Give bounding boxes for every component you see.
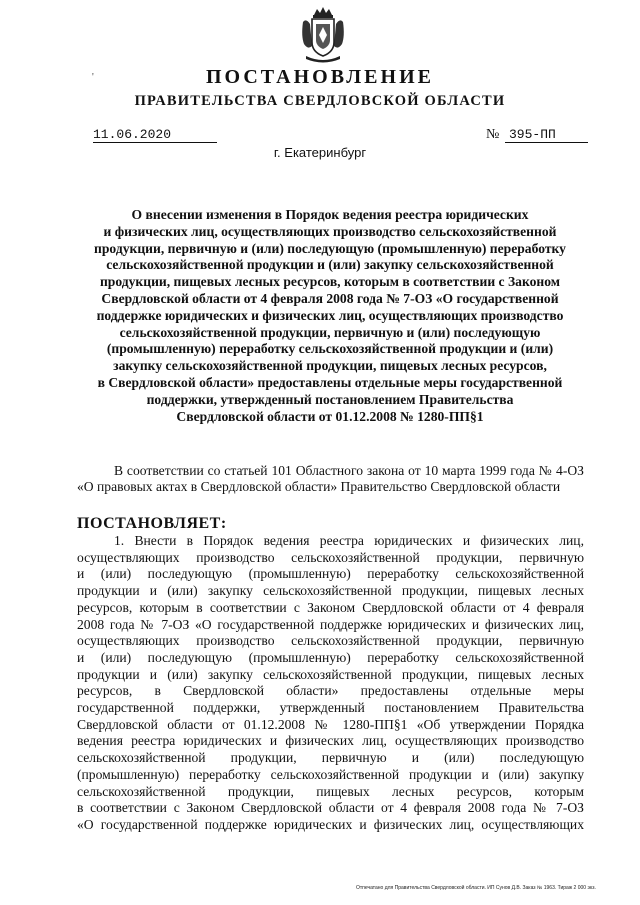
paragraph-line: сельскохозяйственной продукции, первичную и (или) последующую [77, 750, 584, 766]
heading-line: продукции, пищевых лесных ресурсов, которым в соответствии с Законом [99, 274, 561, 290]
paragraph-line: ресурсов, которым в соответствии с Законом Свердловской области от 4 февраля [77, 599, 584, 615]
paragraph-line: осуществляющих производство сельскохозяйственной продукции, первичную [77, 549, 584, 565]
number-label: № [486, 127, 500, 142]
paragraph-line: (промышленную) переработку сельскохозяйственной продукции и (или) закупку [77, 766, 584, 782]
heading-line: (промышленную) переработку сельскохозяйственной продукции и (или) [106, 341, 554, 357]
preamble [77, 463, 584, 496]
heading-line: закупку сельскохозяйственной продукции, пищевых лесных ресурсов, [113, 358, 547, 374]
heading-line: О внесении изменения в Порядок ведения реестра юридических [131, 207, 529, 222]
paragraph-line: государственной поддержки, утвержденный постановлением Правительства [77, 700, 584, 716]
paragraph-line: осуществляющих производство сельскохозяйственной продукции, первичную [77, 633, 584, 649]
heading-line: в Свердловской области» предоставлены отдельные меры государственной [97, 374, 563, 390]
heading-line: и физических лиц, осуществляющих производство сельскохозяйственной [103, 223, 557, 239]
heading-line: поддержки, утвержденный постановлением Правительства [146, 391, 514, 407]
document-number: 395-ПП [505, 127, 588, 143]
stray-mark: ' [92, 72, 94, 83]
heading-line: продукции, первичную и (или) последующую (промышленную) переработку [94, 240, 566, 256]
heading-line: сельскохозяйственной продукции и (или) закупку сельскохозяйственной [106, 257, 554, 273]
heading-line: Свердловской области от 01.12.2008 № 1280-ПП§1 [176, 408, 484, 424]
resolution-heading [70, 207, 590, 425]
preamble-paragraph: В соответствии со статьей 101 Областного закона от 10 марта 1999 года № 4-ОЗ «О правовых актах в Свердловской области» Правительство Свердловской области [77, 463, 584, 495]
print-footer: Отпечатано для Правительства Свердловской области. ИП Сунов Д.В. Заказ № 1963. Тираж 2 000 экз. [356, 885, 596, 891]
item-1-paragraph [77, 533, 584, 834]
issuer-line: ПРАВИТЕЛЬСТВА СВЕРДЛОВСКОЙ ОБЛАСТИ [134, 93, 506, 109]
paragraph-line: в соответствии с Законом Свердловской области от 4 февраля 2008 года № 7-ОЗ [77, 800, 584, 816]
paragraph-line: Свердловской области от 01.12.2008 № 1280-ПП§1 «Об утверждении Порядка [77, 716, 584, 732]
coat-of-arms-icon [300, 6, 346, 64]
paragraph-line: 2008 года № 7-ОЗ «О государственной поддержке юридических и физических лиц, [77, 616, 584, 632]
document-title: ПОСТАНОВЛЕНИЕ [206, 66, 434, 88]
paragraph-line: и (или) последующую (промышленную) переработку сельскохозяйственной [77, 566, 584, 582]
paragraph-line: продукции и (или) закупку сельскохозяйственной продукции, пищевых лесных [77, 583, 584, 599]
resolve-keyword: ПОСТАНОВЛЯЕТ: [77, 515, 227, 532]
paragraph-line: ведения реестра юридических и физических лиц, осуществляющих производство [77, 733, 584, 749]
paragraph-line: продукции и (или) закупку сельскохозяйственной продукции, пищевых лесных [77, 666, 584, 682]
paragraph-line: и (или) последующую (промышленную) переработку сельскохозяйственной [77, 649, 584, 665]
paragraph-line: «О государственной поддержке юридических и физических лиц, осуществляющих [77, 816, 584, 832]
paragraph-line: сельскохозяйственной продукции, пищевых лесных ресурсов, которым [77, 783, 584, 799]
paragraph-line: ресурсов, в Свердловской области» предоставлены отдельные меры [77, 683, 584, 699]
heading-line: поддержке юридических и физических лиц, осуществляющих производство [96, 307, 564, 323]
heading-line: сельскохозяйственной продукции, первичную и (или) последующую [119, 324, 541, 340]
document-date: 11.06.2020 [93, 127, 217, 143]
city-line: г. Екатеринбург [273, 145, 367, 160]
heading-line: Свердловской области от 4 февраля 2008 года № 7-ОЗ «О государственной [101, 290, 559, 306]
paragraph-line: 1. Внести в Порядок ведения реестра юридических и физических лиц, [114, 533, 584, 548]
